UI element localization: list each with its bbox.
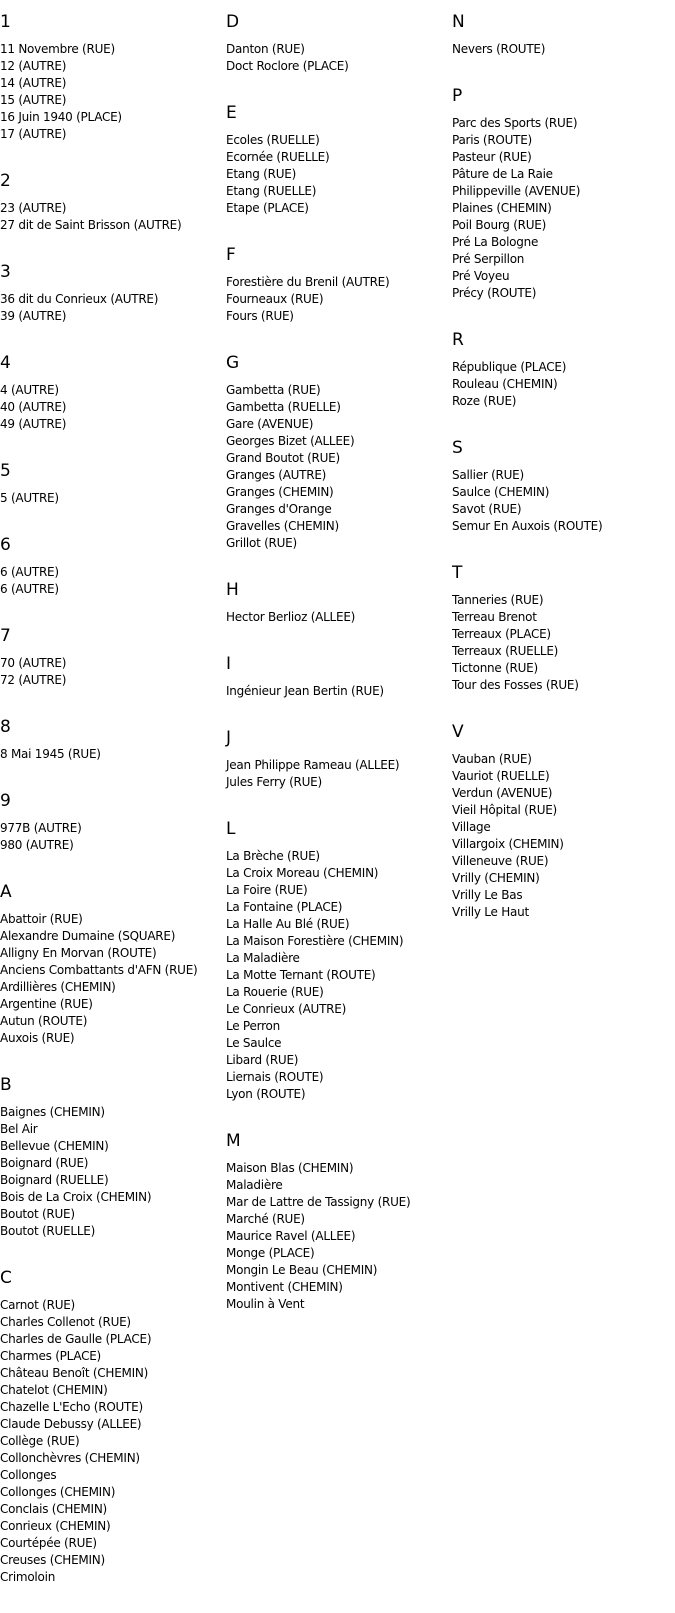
street-list-item: Bel Air [0,1122,38,1136]
letter-section [0,790,220,854]
letter-section [226,818,446,1103]
street-list-item: Lyon (ROUTE) [226,1087,306,1101]
index-column [0,0,220,1613]
street-list [226,132,446,217]
section-letter-heading: P [452,86,463,106]
street-list-item: Marché (RUE) [226,1212,305,1226]
letter-section [452,11,675,58]
section-letter-heading: M [226,1131,241,1151]
section-letter-heading: L [226,819,236,839]
street-list-item: Granges (AUTRE) [226,468,327,482]
street-list [0,382,220,433]
street-list-item: Etape (PLACE) [226,201,309,215]
street-list-item: Doct Roclore (PLACE) [226,59,349,73]
street-list-item: Charles Collenot (RUE) [0,1315,131,1329]
street-list-item: 980 (AUTRE) [0,838,74,852]
street-list-item: Boutot (RUELLE) [0,1224,96,1238]
letter-section [452,329,675,410]
street-list-item: Ingénieur Jean Bertin (RUE) [226,684,384,698]
street-list-item: Semur En Auxois (ROUTE) [452,519,603,533]
street-list [452,359,675,410]
street-list [226,1160,446,1313]
street-list-item: Forestière du Brenil (AUTRE) [226,275,390,289]
section-letter-heading: D [226,12,240,32]
index-column [452,0,675,948]
street-list [0,291,220,325]
street-list [452,751,675,921]
street-list-item: Terreaux (RUELLE) [452,644,559,658]
letter-section [226,653,446,700]
section-letter-heading: 9 [0,791,11,811]
street-list-item: La Brèche (RUE) [226,849,320,863]
street-list-item: Ecornée (RUELLE) [226,150,330,164]
section-letter-heading: V [452,722,464,742]
street-list-item: Mar de Lattre de Tassigny (RUE) [226,1195,411,1209]
street-list-item: Villargoix (CHEMIN) [452,837,564,851]
street-list-item: La Maison Forestière (CHEMIN) [226,934,404,948]
street-list [226,41,446,75]
street-list-item: Roze (RUE) [452,394,517,408]
street-list [452,41,675,58]
street-list-item: Villeneuve (RUE) [452,854,549,868]
street-list-item: Précy (ROUTE) [452,286,537,300]
street-list-item: 40 (AUTRE) [0,400,67,414]
street-list-item: 14 (AUTRE) [0,76,67,90]
street-list-item: 15 (AUTRE) [0,93,67,107]
letter-section [226,579,446,626]
street-list-item: Vauriot (RUELLE) [452,769,550,783]
street-list-item: 11 Novembre (RUE) [0,42,115,56]
street-list-item: Terreaux (PLACE) [452,627,551,641]
letter-section [0,534,220,598]
street-list-item: Saulce (CHEMIN) [452,485,550,499]
section-letter-heading: B [0,1075,12,1095]
letter-section [452,562,675,694]
street-list-item: Pré Serpillon [452,252,525,266]
section-letter-heading: T [452,563,463,583]
section-letter-heading: H [226,580,239,600]
street-list-item: La Croix Moreau (CHEMIN) [226,866,379,880]
street-list-item: Paris (ROUTE) [452,133,532,147]
street-list [226,382,446,552]
street-list-item: Anciens Combattants d'AFN (RUE) [0,963,198,977]
street-list-item: Jules Ferry (RUE) [226,775,322,789]
street-list-item: Le Saulce [226,1036,282,1050]
street-list-item: Conrieux (CHEMIN) [0,1519,111,1533]
street-list-item: Danton (RUE) [226,42,305,56]
street-list-item: Tour des Fosses (RUE) [452,678,579,692]
street-list-item: Pasteur (RUE) [452,150,532,164]
street-list-item: Chatelot (CHEMIN) [0,1383,108,1397]
street-list-item: 17 (AUTRE) [0,127,67,141]
street-list [226,274,446,325]
letter-section [0,716,220,763]
street-list-item: Claude Debussy (ALLEE) [0,1417,142,1431]
section-letter-heading: G [226,353,240,373]
letter-section [226,352,446,552]
letter-section [226,727,446,791]
street-list-item: 4 (AUTRE) [0,383,59,397]
street-list-item: Alligny En Morvan (ROUTE) [0,946,157,960]
street-list-item: Plaines (CHEMIN) [452,201,552,215]
section-letter-heading: 2 [0,171,11,191]
street-list-item: Carnot (RUE) [0,1298,75,1312]
street-list-item: Maladière [226,1178,283,1192]
section-letter-heading: I [226,654,232,674]
street-list-item: Tictonne (RUE) [452,661,538,675]
section-letter-heading: F [226,245,236,265]
street-list-item: Grillot (RUE) [226,536,297,550]
street-list-item: La Motte Ternant (ROUTE) [226,968,376,982]
street-list-item: Gravelles (CHEMIN) [226,519,339,533]
street-list-item: 16 Juin 1940 (PLACE) [0,110,122,124]
section-letter-heading: 7 [0,626,11,646]
street-list-item: Etang (RUE) [226,167,296,181]
street-list-item: Ardillières (CHEMIN) [0,980,116,994]
street-list [226,609,446,626]
street-list-item: Liernais (ROUTE) [226,1070,324,1084]
street-list-item: République (PLACE) [452,360,567,374]
letter-section [0,625,220,689]
street-list-item: Ecoles (RUELLE) [226,133,320,147]
street-list-item: Auxois (RUE) [0,1031,75,1045]
section-letter-heading: N [452,12,465,32]
street-list-item: 12 (AUTRE) [0,59,67,73]
section-letter-heading: 6 [0,535,11,555]
street-list-item: Creuses (CHEMIN) [0,1553,105,1567]
street-list-item: Pré Voyeu [452,269,510,283]
section-letter-heading: 4 [0,353,11,373]
street-list-item: 23 (AUTRE) [0,201,67,215]
street-list [0,41,220,143]
street-list [0,1104,220,1240]
street-list [452,467,675,535]
street-list [0,490,220,507]
letter-section [0,170,220,234]
street-list-item: Village [452,820,491,834]
street-list-item: Jean Philippe Rameau (ALLEE) [226,758,400,772]
street-list [226,683,446,700]
street-list-item: Abattoir (RUE) [0,912,83,926]
street-list-item: Collonges [0,1468,57,1482]
letter-section [452,437,675,535]
street-list-item: Granges d'Orange [226,502,332,516]
street-list-item: Verdun (AVENUE) [452,786,553,800]
street-list-item: 977B (AUTRE) [0,821,82,835]
letter-section [0,11,220,143]
street-list-item: Baignes (CHEMIN) [0,1105,105,1119]
letter-section [0,352,220,433]
street-list [0,200,220,234]
street-list-item: Pré La Bologne [452,235,539,249]
street-list-item: La Halle Au Blé (RUE) [226,917,350,931]
street-list-item: Charmes (PLACE) [0,1349,101,1363]
street-list [0,1297,220,1586]
street-list-item: Gambetta (RUELLE) [226,400,341,414]
street-list-item: Etang (RUELLE) [226,184,317,198]
street-list-item: Fours (RUE) [226,309,294,323]
street-list [0,655,220,689]
street-list-item: 70 (AUTRE) [0,656,67,670]
street-list-item: 6 (AUTRE) [0,582,59,596]
section-letter-heading: S [452,438,463,458]
letter-section [452,721,675,921]
letter-section [0,460,220,507]
street-list-item: Nevers (ROUTE) [452,42,546,56]
street-list-item: 27 dit de Saint Brisson (AUTRE) [0,218,182,232]
street-list-item: Poil Bourg (RUE) [452,218,547,232]
street-list-item: La Rouerie (RUE) [226,985,324,999]
street-list [0,746,220,763]
street-list-item: 5 (AUTRE) [0,491,59,505]
street-list-item: Conclais (CHEMIN) [0,1502,107,1516]
street-list-item: Montivent (CHEMIN) [226,1280,343,1294]
street-list-item: Boignard (RUELLE) [0,1173,109,1187]
street-list-item: Maurice Ravel (ALLEE) [226,1229,356,1243]
street-list-item: Maison Blas (CHEMIN) [226,1161,354,1175]
street-list-item: 72 (AUTRE) [0,673,67,687]
street-list-item: Gare (AVENUE) [226,417,314,431]
street-list-item: Argentine (RUE) [0,997,93,1011]
letter-section [226,102,446,217]
section-letter-heading: 8 [0,717,11,737]
street-list-item: Vrilly (CHEMIN) [452,871,540,885]
street-list-item: Le Conrieux (AUTRE) [226,1002,347,1016]
street-list-item: Alexandre Dumaine (SQUARE) [0,929,176,943]
street-list-item: Vrilly Le Bas [452,888,523,902]
street-list [0,564,220,598]
index-column [226,0,446,1340]
street-list-item: 6 (AUTRE) [0,565,59,579]
letter-section [0,261,220,325]
section-letter-heading: 1 [0,12,11,32]
street-list-item: Tanneries (RUE) [452,593,544,607]
street-list-item: Collonges (CHEMIN) [0,1485,116,1499]
section-letter-heading: A [0,882,12,902]
street-list-item: 49 (AUTRE) [0,417,67,431]
street-list-item: La Fontaine (PLACE) [226,900,343,914]
street-list-item: Vauban (RUE) [452,752,532,766]
street-list-item: Grand Boutot (RUE) [226,451,340,465]
letter-section [226,1130,446,1313]
street-list-item: Le Perron [226,1019,280,1033]
street-list-item: Monge (PLACE) [226,1246,315,1260]
street-list-item: Sallier (RUE) [452,468,524,482]
street-list-item: La Foire (RUE) [226,883,308,897]
section-letter-heading: 5 [0,461,11,481]
street-list-item: Autun (ROUTE) [0,1014,88,1028]
street-list-item: Collonchèvres (CHEMIN) [0,1451,140,1465]
street-list-item: Collège (RUE) [0,1434,80,1448]
street-list-item: Libard (RUE) [226,1053,299,1067]
street-list-item: Georges Bizet (ALLEE) [226,434,355,448]
street-list-item: Charles de Gaulle (PLACE) [0,1332,152,1346]
street-list-item: Château Benoît (CHEMIN) [0,1366,149,1380]
street-list-item: Mongin Le Beau (CHEMIN) [226,1263,378,1277]
street-list-item: Bois de La Croix (CHEMIN) [0,1190,152,1204]
section-letter-heading: 3 [0,262,11,282]
street-list [226,757,446,791]
letter-section [226,244,446,325]
street-list-item: Gambetta (RUE) [226,383,321,397]
street-list-item: Vrilly Le Haut [452,905,529,919]
street-list-item: Parc des Sports (RUE) [452,116,578,130]
letter-section [452,85,675,302]
street-list [0,911,220,1047]
street-list-item: Terreau Brenot [452,610,537,624]
street-list [452,592,675,694]
section-letter-heading: J [226,728,232,748]
street-list-item: Fourneaux (RUE) [226,292,324,306]
street-list-item: Boutot (RUE) [0,1207,75,1221]
street-list [0,820,220,854]
street-list-item: Bellevue (CHEMIN) [0,1139,109,1153]
street-list-item: Rouleau (CHEMIN) [452,377,558,391]
street-list-item: 36 dit du Conrieux (AUTRE) [0,292,159,306]
letter-section [0,1267,220,1586]
street-list-item: Moulin à Vent [226,1297,305,1311]
letter-section [226,11,446,75]
street-list-item: Chazelle L'Echo (ROUTE) [0,1400,143,1414]
street-list-item: Philippeville (AVENUE) [452,184,581,198]
street-list-item: Granges (CHEMIN) [226,485,334,499]
street-list-item: Vieil Hôpital (RUE) [452,803,557,817]
street-list [452,115,675,302]
street-list-item: Boignard (RUE) [0,1156,89,1170]
street-list-item: Courtépée (RUE) [0,1536,97,1550]
letter-section [0,881,220,1047]
street-list-item: Pâture de La Raie [452,167,553,181]
section-letter-heading: E [226,103,237,123]
section-letter-heading: C [0,1268,12,1288]
street-list-item: Savot (RUE) [452,502,522,516]
section-letter-heading: R [452,330,464,350]
street-list-item: Hector Berlioz (ALLEE) [226,610,356,624]
street-list-item: 39 (AUTRE) [0,309,67,323]
street-list-item: Crimoloin [0,1570,56,1584]
street-list [226,848,446,1103]
letter-section [0,1074,220,1240]
street-list-item: 8 Mai 1945 (RUE) [0,747,101,761]
street-list-item: La Maladière [226,951,300,965]
